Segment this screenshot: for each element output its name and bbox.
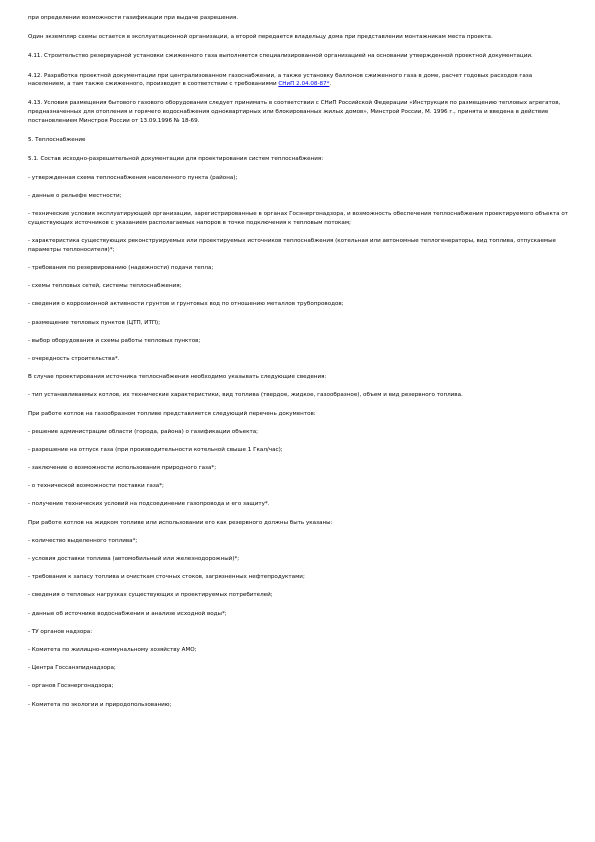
list-item: - заключение о возможности использования природного газа*; [28,465,217,472]
list-item: - технические условия эксплуатирующей организации, зарегистрированные в органах Госэнергонадзора, и возможность обеспечения теплоснабжения проектируемого объекта от существующих источников с указанием располагаемых напоров в точке подключения к тепловым потокам; [28,211,569,227]
list-item: - ТУ органов надзора: [28,628,93,635]
list-item: - данные о рельефе местности; [28,193,122,200]
list-item: - Центра Госсанэпиднадзора; [28,665,116,672]
list-item: - очередность строительства*. [28,355,120,362]
list-item: - утвержденная схема теплоснабжения населенного пункта (района); [28,175,238,182]
list-item: - о технической возможности поставки газа*; [28,483,164,490]
paragraph-2: Один экземпляр схемы остается в эксплуатационной организации, а второй передается владельцу дома при представлении монтажникам места проекта. [28,34,493,41]
list-item: - сведения о тепловых нагрузках существующих и проектируемых потребителей; [28,592,273,599]
list-item: - органов Госэнергонадзора; [28,683,114,690]
list-item: - требования к запасу топлива и очисткам сточных стоков, загрязненных нефтепродуктами; [28,574,305,581]
paragraph-5-1: 5.1. Состав исходно-разрешительной документации для проектирования систем теплоснабжения: [28,155,324,162]
paragraph-4-12 [28,72,568,89]
list-item: - требования по резервированию (надежности) подачи тепла; [28,265,214,272]
list-item: - данные об источнике водоснабжения и анализе исходной воды*; [28,610,227,617]
paragraph-4-11: 4.11. Строительство резервуарной установки сжиженного газа выполняется специализированной организацией на основании утвержденной проектной документации. [28,53,533,60]
list-item: - условия доставки топлива (автомобильный или железнодорожный)*; [28,556,240,563]
paragraph: В случае проектирования источника теплоснабжения необходимо указывать следующие сведения: [28,374,327,381]
paragraph-4-12-end: . [329,81,332,88]
list-item: - Комитета по жилищно-коммунальному хозяйству АМО; [28,646,197,653]
snip-link[interactable]: СНиП 2.04.08-87* [278,81,330,88]
list-item: - разрешение на отпуск газа (при производительности котельной свыше 1 Гкал/час); [28,446,283,453]
list-item: - количество выделенного топлива*; [28,537,138,544]
paragraph: При работе котлов на жидком топливе или использовании его как резервного должны быть указаны: [28,519,333,526]
paragraph-4-12-text: 4.12. Разработка проектной документации при централизованном газоснабжении, а также установку баллонов сжиженного газа в доме, расчет годовых расходов газа населением, а там также сжиженного, производят в соответствии с требованиями [28,72,533,88]
list-item: - выбор оборудования и схемы работы тепловых пунктов; [28,337,201,344]
list-item: - характеристика существующих реконструируемых или проектируемых источников теплоснабжения (котельная или автономные теплогенераторы, вид топлива, отпускаемые параметры теплоносителя)*; [28,238,557,253]
section-heading: 5. Теплоснабжение [28,136,86,143]
list-item: - получение технических условий на подсоединение газопровода и его защиту*. [28,501,270,508]
list-item: - решение администрации области (города, района) о газификации объекта; [28,428,259,435]
paragraph-4-13: 4.13. Условия размещения бытового газового оборудования следует принимать в соответствии с СНиП Российской Федерации «Инструкция по размещению тепловых агрегатов, предназначенных для отопления и горячего водоснабжения одноквартирных или блокированных жилых домов», Минстрой России, М. 1996 г., принята и введена в действие постановлением Минстроя России от 13.09.1996 № 18-69. [28,100,561,124]
list-item: - Комитета по экологии и природопользованию; [28,701,172,708]
paragraph: При работе котлов на газообразном топливе представляется следующий перечень документов: [28,410,316,417]
list-item: - сведения о коррозионной активности грунтов и грунтовых вод по отношению металлов трубопроводов; [28,301,344,308]
list-item: - тип устанавливаемых котлов, их технические характеристики, вид топлива (твердое, жидкое, газообразное), объем и вид резервного топлива. [28,392,463,399]
document-page [28,14,568,719]
list-item: - размещение тепловых пунктов (ЦТП, ИТП); [28,319,161,326]
list-item: - схемы тепловых сетей, системы теплоснабжения; [28,283,182,290]
paragraph-1: при определении возможности газификации при выдаче разрешения. [28,15,239,21]
